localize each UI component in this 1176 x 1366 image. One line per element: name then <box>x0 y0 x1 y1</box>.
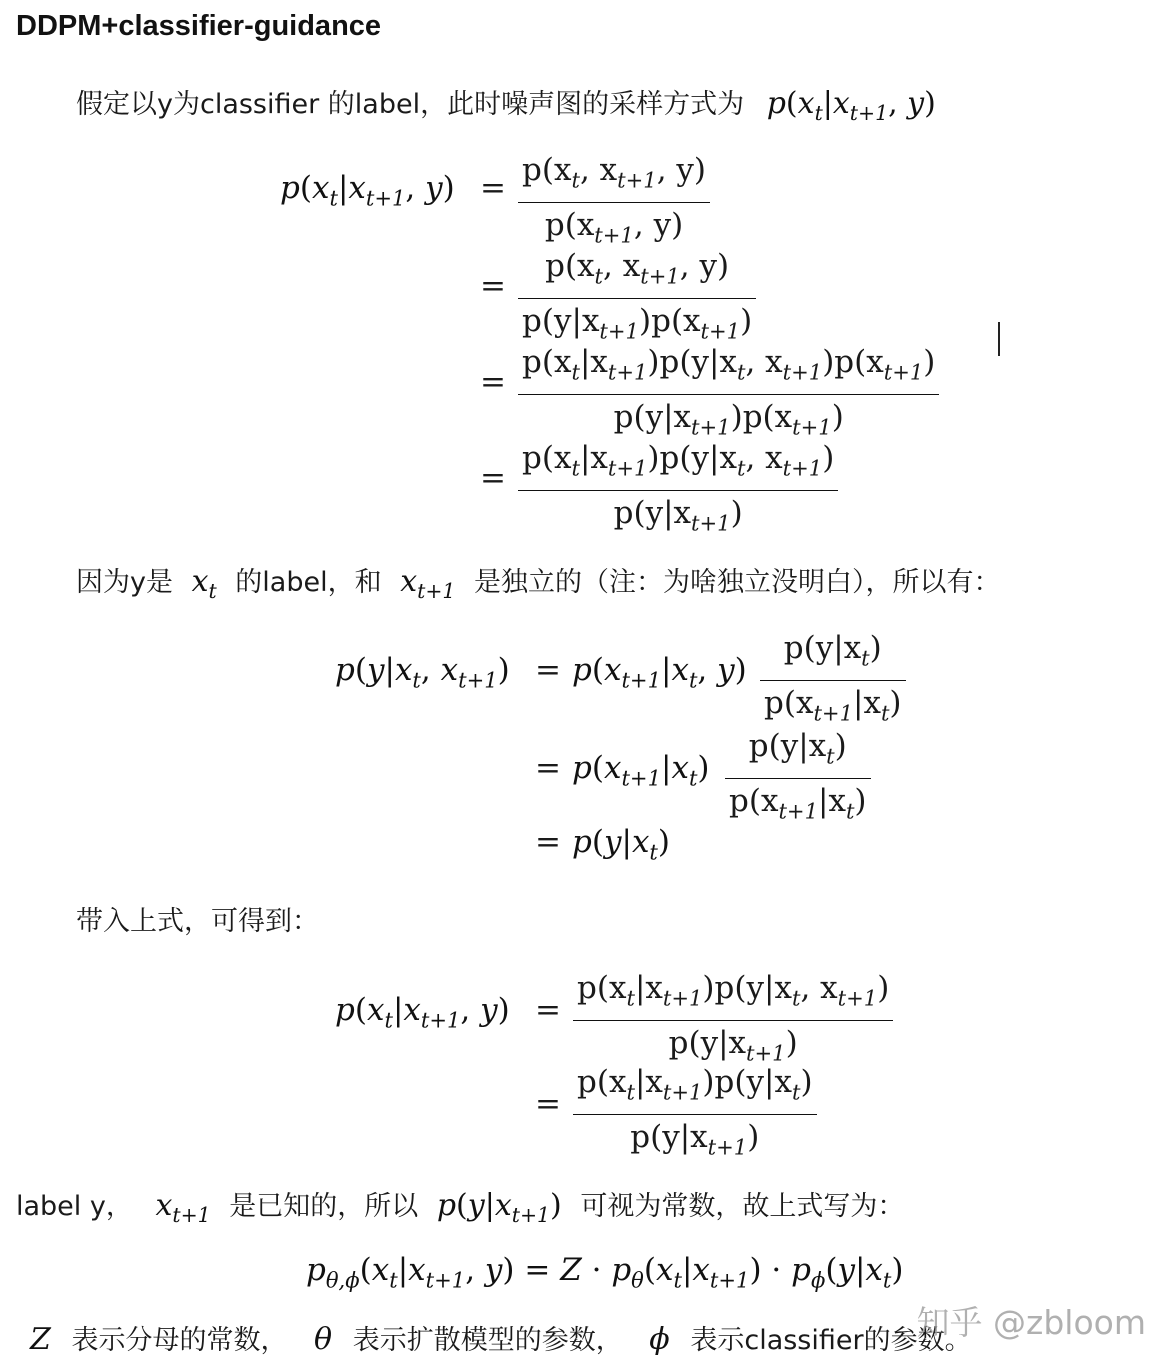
para5-a: 表示分母的常数， <box>71 1325 288 1356</box>
eq3-fraction-1: $p(x_t|x_{t+1})p(y|x_t$, $x_{t+1}$) $p(y|x_{t+1})$ <box>573 968 893 1074</box>
intro-paragraph <box>76 84 936 133</box>
intro-text: 假定以y为classifier 的label，此时噪声图的采样方式为 <box>76 89 745 120</box>
page-title: DDPM+classifier-guidance <box>16 10 382 42</box>
eq2-line2-pre: $p(x_{t+1}|x_t)$ <box>572 750 710 791</box>
eq2-fraction-1: $p(y|x_t)$ $p(x_{t+1}|x_t)$ <box>760 628 906 734</box>
eq1-equals-3: = <box>480 364 506 400</box>
eq1-equals-2: = <box>480 268 506 304</box>
para4-a: label y， <box>16 1191 133 1222</box>
final-equation: $p_{\theta,\phi}(x_t|x_{t+1}$, $y) = Z \cdot p_\theta(x_t|x_{t+1}) \cdot p_\phi(y|x_t)$ <box>306 1252 904 1293</box>
eq2-equals-2: = <box>535 750 561 786</box>
intro-formula: $p(x_t|x_{t+1}$, y) <box>766 86 936 126</box>
eq3-lhs: $p(x_t|x_{t+1}$, y) <box>335 992 510 1033</box>
text-cursor <box>998 322 1000 356</box>
eq3-equals-1: = <box>535 992 561 1028</box>
eq1-fraction-3: $p(x_t|x_{t+1})p(y|x_t$, $x_{t+1})p(x_{t+1})$ $p(y|x_{t+1})p(x_{t+1})$ <box>518 342 939 448</box>
eq3-fraction-2: $p(x_t|x_{t+1})p(y|x_t)$ $p(y|x_{t+1})$ <box>573 1062 817 1168</box>
zhihu-watermark: 知乎 @zbloom <box>916 1303 1146 1342</box>
eq2-fraction-2: $p(y|x_t)$ $p(x_{t+1}|x_t)$ <box>725 726 871 832</box>
eq1-lhs: $p(x_t|x_{t+1}$, y) <box>280 170 455 211</box>
independence-paragraph: 因为y是 $x_t$ 的label，和 $x_{t+1}$ 是独立的（注：为啥独立没明白），所以有： <box>76 564 1001 604</box>
eq2-equals-3: = <box>535 824 561 860</box>
eq2-line1-pre: $p(x_{t+1}|x_t$, y) <box>572 652 747 693</box>
symbols-paragraph: Z 表示分母的常数， θ 表示扩散模型的参数， ϕ 表示classifier的参数。 <box>30 1322 972 1357</box>
eq1-equals-1: = <box>480 170 506 206</box>
eq1-fraction-4: $p(x_t|x_{t+1})p(y|x_t$, $x_{t+1}$) $p(y|x_{t+1})$ <box>518 438 838 544</box>
eq1-fraction-2: $p(x_t$, $x_{t+1}$, y) $p(y|x_{t+1})p(x_{t+1})$ <box>518 246 756 352</box>
para5-c: 表示classifier的参数。 <box>690 1325 972 1356</box>
eq1-fraction-1: $p(x_t$, $x_{t+1}$, y) $p(x_{t+1}$, y) <box>518 150 710 256</box>
para4-b: 是已知的，所以 <box>229 1191 419 1222</box>
eq2-equals-1: = <box>535 652 561 688</box>
constant-paragraph: label y， $x_{t+1}$ 是已知的，所以 $p(y|x_{t+1})$ 可视为常数，故上式写为： <box>16 1188 905 1228</box>
eq2-line3: $p(y|x_t)$ <box>572 824 671 865</box>
para2-c: 是独立的（注：为啥独立没明白），所以有： <box>473 567 1001 598</box>
substitution-paragraph: 带入上式，可得到： <box>76 906 319 937</box>
eq1-equals-4: = <box>480 460 506 496</box>
eq3-equals-2: = <box>535 1086 561 1122</box>
eq2-lhs: $p(y|x_t$, $x_{t+1}$) <box>335 652 510 693</box>
para5-b: 表示扩散模型的参数， <box>352 1325 623 1356</box>
para2-b: 的label，和 <box>235 567 382 598</box>
para2-a: 因为y是 <box>76 567 173 598</box>
para4-c: 可视为常数，故上式写为： <box>580 1191 905 1222</box>
